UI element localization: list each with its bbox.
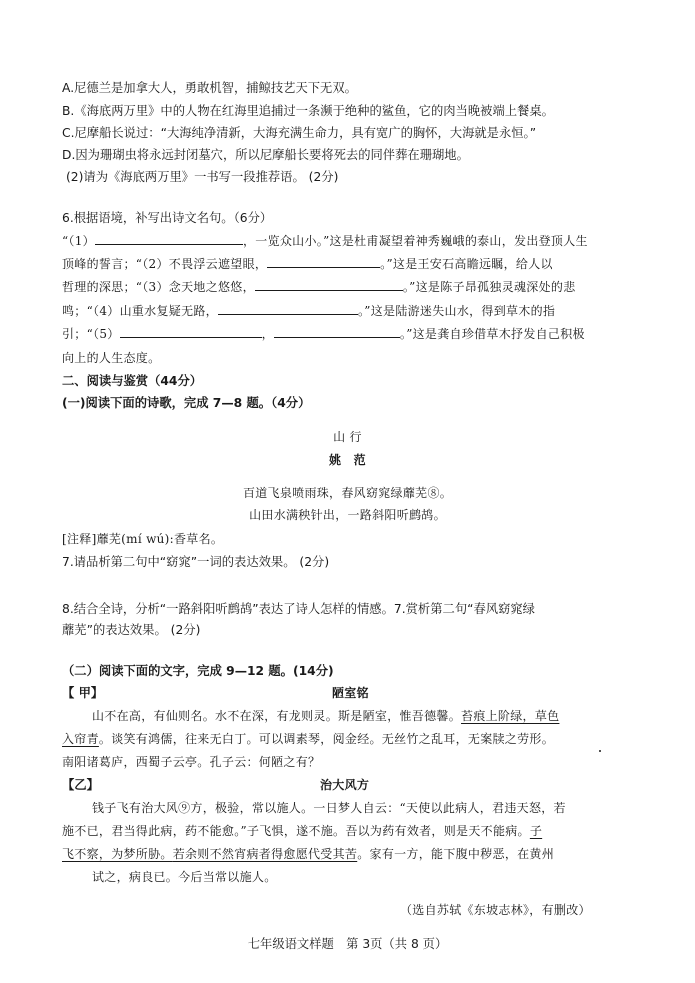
section-2-title: 二、阅读与鉴赏（44分） <box>62 374 203 388</box>
poem-line-2: 山田水满秧针出，一路斜阳听鹧鸪。 <box>249 508 446 522</box>
q6-l1-pre: “（1） <box>62 234 95 248</box>
passage-source: （选自苏轼《东坡志林》，有删改） <box>400 903 591 917</box>
poem-title: 山 行 <box>333 430 362 444</box>
jia-l1-underlined: 苔痕上阶绿，草色 <box>461 709 560 723</box>
question-8-line-1: 8.结合全诗，分析“一路斜阳听鹧鸪”表达了诗人怎样的情感。7.赏析第二句“春风窈窕绿 <box>62 602 535 616</box>
passage-jia-line-3: 南阳诸葛庐，西蜀子云亭。孔子云：何陋之有？ <box>62 755 321 769</box>
q6-l5-pre: 引；“（5） <box>62 327 120 341</box>
q6-l2-pre: 顶峰的誓言；“（2）不畏浮云遮望眼， <box>62 257 268 271</box>
passage-yi-line-3 <box>62 846 554 862</box>
poem-author: 姚 范 <box>329 453 366 467</box>
poem-line-1: 百道飞泉喷雨珠，春风窈窕绿蘼芜⑧。 <box>242 486 453 500</box>
passage-jia-title: 陋室铭 <box>332 686 369 700</box>
question-6-line-3 <box>62 279 576 295</box>
option-b: B.《海底两万里》中的人物在红海里追捕过一条濒于绝种的鲨鱼，它的肉当晚被端上餐桌。 <box>62 104 554 118</box>
page-footer: 七年级语文样题 第 3页（共 8 页） <box>247 937 448 951</box>
part-2-title: （二）阅读下面的文字，完成 9—12 题。(14分) <box>62 664 334 678</box>
q6-l1-post: ，一览众山小。”这是杜甫凝望着神秀巍峨的泰山，发出登顶人生 <box>242 234 588 248</box>
q6-l5-post: 。”这是龚自珍借草木抒发自己积极 <box>399 327 585 341</box>
option-c: C.尼摩船长说过：“大海纯净清新，大海充满生命力，具有宽广的胸怀，大海就是永恒。” <box>62 126 537 140</box>
passage-jia-line-1 <box>92 708 559 724</box>
answer-blank-3[interactable] <box>255 279 403 291</box>
answer-blank-1[interactable] <box>95 233 243 245</box>
emphasis-dot <box>599 750 601 752</box>
answer-blank-5a[interactable] <box>120 326 262 338</box>
q6-l5-comma: ， <box>261 327 274 341</box>
passage-jia-line-2 <box>62 731 554 747</box>
jia-l2-text: 。谈笑有鸿儒，往来无白丁。可以调素琴，阅金经。无丝竹之乱耳，无案牍之劳形。 <box>98 732 555 746</box>
poem-note: [注释]蘼芜(mí wú):香草名。 <box>62 532 224 546</box>
question-6-line-6: 向上的人生态度。 <box>62 351 161 365</box>
q6-l3-pre: 哲理的深思；“（3）念天地之悠悠， <box>62 280 255 294</box>
passage-jia-label: 【 甲】 <box>62 686 104 700</box>
answer-blank-5b[interactable] <box>274 326 400 338</box>
question-8-line-2: 蘼芜”的表达效果。 (2分) <box>62 623 201 637</box>
option-a: A.尼德兰是加拿大人，勇敢机智，捕鲸技艺天下无双。 <box>62 81 357 95</box>
question-6-line-4 <box>62 303 555 319</box>
q6-l2-post: 。”这是王安石高瞻远瞩，给人以 <box>380 257 553 271</box>
yi-l2-underlined: 子 <box>529 824 543 838</box>
question-6-line-5 <box>62 326 585 342</box>
question-6-line-2 <box>62 256 553 272</box>
question-6-title: 6.根据语境，补写出诗文名句。（6分） <box>62 211 273 225</box>
option-d: D.因为珊瑚虫将永远封闭墓穴，所以尼摩船长要将死去的同伴葬在珊瑚地。 <box>62 148 469 162</box>
passage-yi-line-1: 钱子飞有治大风⑨方，极验，常以施人。一日梦人自云：“天使以此病人，君违天怒，若 <box>92 801 566 815</box>
q6-l4-post: 。”这是陆游迷失山水，得到草木的指 <box>357 304 556 318</box>
question-5-2: (2)请为《海底两万里》一书写一段推荐语。 (2分) <box>66 170 339 184</box>
answer-blank-4[interactable] <box>218 303 358 315</box>
jia-l1-text: 山不在高，有仙则名。水不在深，有龙则灵。斯是陋室，惟吾德馨。 <box>92 709 462 723</box>
yi-l3-underlined-2: 若余则不然宵病者得愈愿代受其苦 <box>172 847 358 861</box>
answer-blank-2[interactable] <box>267 256 380 268</box>
passage-yi-line-4: 试之，病良已。今后当常以施人。 <box>92 870 277 884</box>
passage-yi-label: 【乙】 <box>62 778 99 792</box>
yi-l2-text: 施不已，君当得此病，药不能愈。”子飞惧，遂不施。吾以为药有效者，则是天不能病。 <box>62 824 530 838</box>
passage-yi-title: 治大风方 <box>320 778 370 792</box>
yi-l3-underlined-1: 飞不察，为梦所胁。 <box>62 847 173 861</box>
question-7: 7.请品析第二句中“窈窕”一词的表达效果。 (2分) <box>62 555 330 569</box>
passage-yi-line-2 <box>62 823 542 839</box>
yi-l3-text: 。家有一方，能下腹中秽恶，在黄州 <box>357 847 555 861</box>
q6-l3-post: 。”这是陈子昂孤独灵魂深处的悲 <box>402 280 576 294</box>
jia-l2-underlined: 入帘青 <box>62 732 99 746</box>
part-1-title: (一)阅读下面的诗歌，完成 7—8 题。（4分） <box>62 396 311 410</box>
q6-l4-pre: 鸣；“（4）山重水复疑无路， <box>62 304 218 318</box>
question-6-line-1 <box>62 233 588 249</box>
